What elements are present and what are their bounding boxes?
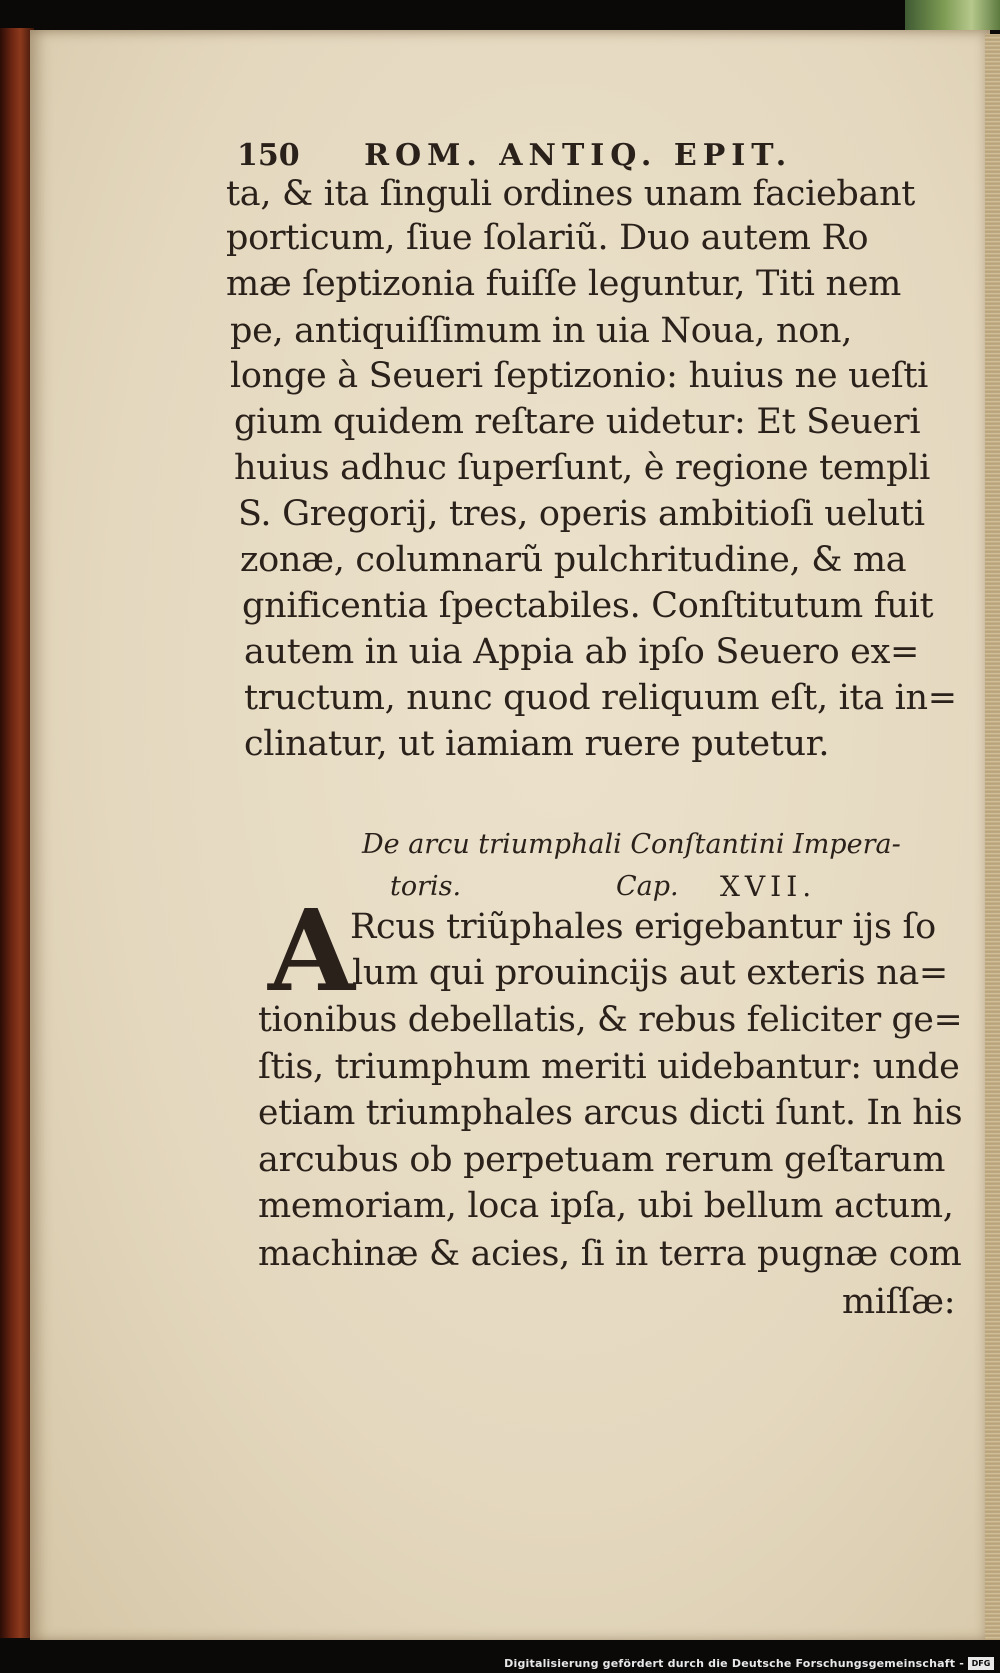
body-line: S. Gregorij, tres, operis ambitioſi ueluti: [238, 494, 925, 534]
body-line: porticum, ſiue ſolariũ. Duo autem Ro: [226, 218, 869, 258]
chapter-line: miſſæ:: [842, 1282, 956, 1322]
body-line: huius adhuc ſuperſunt, è regione templi: [234, 448, 931, 488]
chapter-line: arcubus ob perpetuam rerum geſtarum: [258, 1140, 946, 1180]
body-line: tructum, nunc quod reliquum eſt, ita in=: [244, 678, 957, 718]
body-line: pe, antiquiſſimum in uia Noua, non,: [230, 311, 853, 351]
digitization-credit: Digitalisierung gefördert durch die Deutsche Forschungsgemeinschaft -: [504, 1657, 964, 1670]
body-line: autem in uia Appia ab ipſo Seuero ex=: [244, 632, 920, 672]
chapter-title-continued: toris.: [390, 871, 462, 902]
running-head: [237, 138, 792, 173]
running-head-title: ROM. ANTIQ. EPIT.: [364, 138, 793, 173]
body-line: longe à Seueri ſeptizonio: huius ne ueſti: [230, 356, 929, 396]
chapter-label: Cap.: [616, 871, 679, 902]
chapter-line: Rcus triũphales erigebantur ijs ſo: [350, 907, 936, 947]
dfg-logo: DFG: [968, 1657, 994, 1670]
chapter-line: lum qui prouincijs aut exteris na=: [352, 953, 948, 993]
page-number: 150: [237, 138, 300, 173]
chapter-line: memoriam, loca ipſa, ubi bellum actum,: [258, 1186, 954, 1226]
chapter-line: ſtis, triumphum meriti uidebantur: unde: [258, 1047, 960, 1087]
chapter-number: XVII.: [720, 870, 817, 903]
chapter-title: De arcu triumphali Conſtantini Impera-: [362, 829, 901, 860]
body-line: clinatur, ut iamiam ruere putetur.: [244, 724, 830, 764]
drop-cap-initial: A: [268, 886, 355, 1017]
chapter-line: tionibus debellatis, & rebus feliciter ge=: [258, 1000, 963, 1040]
body-line: ta, & ita ſinguli ordines unam faciebant: [226, 174, 916, 214]
chapter-line: machinæ & acies, ſi in terra pugnæ com: [258, 1234, 962, 1274]
chapter-line: etiam triumphales arcus dicti ſunt. In his: [258, 1093, 963, 1133]
body-line: zonæ, columnarũ pulchritudine, & ma: [240, 540, 907, 580]
body-line: gium quidem reſtare uidetur: Et Seueri: [234, 402, 921, 442]
body-line: mæ ſeptizonia fuiſſe leguntur, Titi nem: [226, 264, 902, 304]
body-line: gnificentia ſpectabiles. Conſtitutum fuit: [242, 586, 934, 626]
